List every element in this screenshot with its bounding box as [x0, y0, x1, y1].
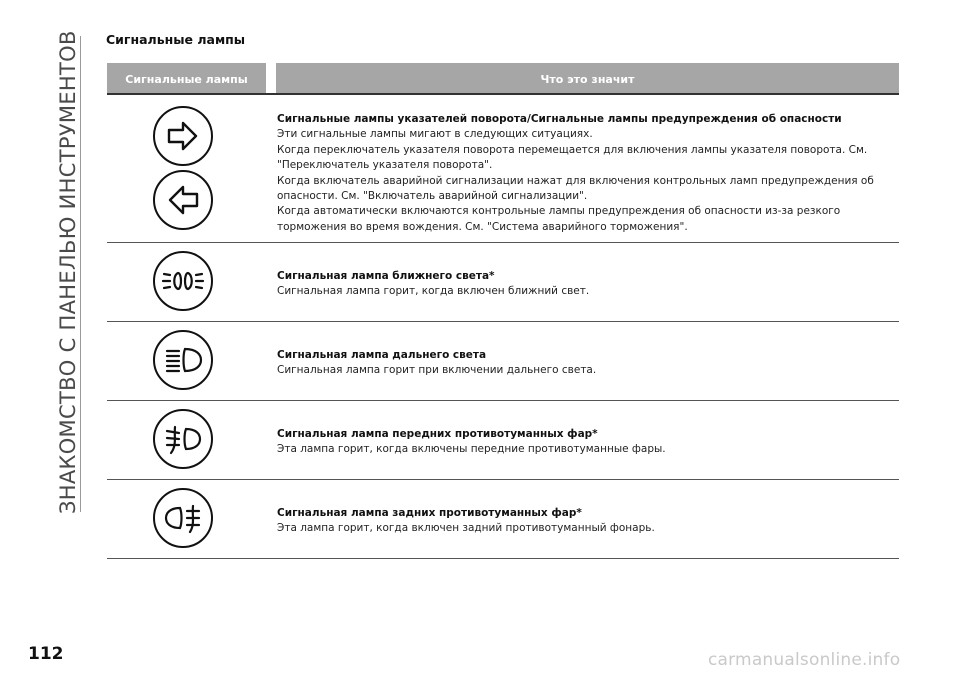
table-row — [107, 243, 899, 321]
watermark: carmanualsonline.info — [708, 650, 901, 670]
table-header — [107, 63, 899, 94]
row-text: Сигнальная лампа горит при включении дальнего света. — [277, 364, 597, 377]
row-text: Когда переключатель указателя поворота перемещается для включения лампы указателя поворота. См. "Переключатель указателя поворота". — [277, 143, 868, 172]
row-title: Сигнальная лампа ближнего света* — [277, 270, 495, 282]
page-number: 112 — [28, 644, 64, 664]
high-beam-icon — [153, 330, 213, 390]
row-title: Сигнальные лампы указателей поворота/Сигнальные лампы предупреждения об опасности — [277, 113, 842, 125]
header-rule — [107, 93, 899, 95]
row-title: Сигнальная лампа дальнего света — [277, 349, 487, 361]
rear-fog-light-icon — [153, 488, 213, 548]
low-beam-icon — [153, 251, 213, 311]
row-description — [277, 427, 897, 458]
turn-left-arrow-icon — [153, 170, 213, 230]
row-text: Эта лампа горит, когда включен задний противотуманный фонарь. — [277, 522, 655, 535]
row-title: Сигнальная лампа передних противотуманных фар* — [277, 428, 598, 440]
section-title: Сигнальные лампы — [106, 32, 246, 47]
table-row — [107, 401, 899, 479]
row-description — [277, 506, 897, 537]
row-title: Сигнальная лампа задних противотуманных фар* — [277, 507, 582, 519]
turn-right-arrow-icon — [153, 106, 213, 166]
row-text: Когда включатель аварийной сигнализации нажат для включения контрольных ламп предупреждения об опасности. См. "Включатель аварийной сигнализации". — [277, 174, 874, 203]
row-text: Эти сигнальные лампы мигают в следующих ситуациях. — [277, 128, 593, 141]
row-description — [277, 112, 897, 235]
row-text: Эта лампа горит, когда включены передние противотуманные фары. — [277, 443, 666, 456]
table-row — [107, 96, 899, 242]
table-row — [107, 480, 899, 558]
row-description — [277, 269, 897, 300]
row-text: Когда автоматически включаются контрольные лампы предупреждения об опасности из-за резкого торможения во время вождения. См. "Система аварийного торможения". — [277, 205, 841, 233]
table-row — [107, 322, 899, 400]
header-lamps: Сигнальные лампы — [107, 63, 266, 94]
row-divider — [107, 558, 899, 559]
header-meaning: Что это значит — [276, 63, 899, 94]
front-fog-light-icon — [153, 409, 213, 469]
row-text: Сигнальная лампа горит, когда включен ближний свет. — [277, 285, 590, 298]
row-description — [277, 348, 897, 379]
chapter-title: ЗНАКОМСТВО С ПАНЕЛЬЮ ИНСТРУМЕНТОВ — [56, 30, 80, 514]
chapter-divider — [80, 36, 81, 512]
